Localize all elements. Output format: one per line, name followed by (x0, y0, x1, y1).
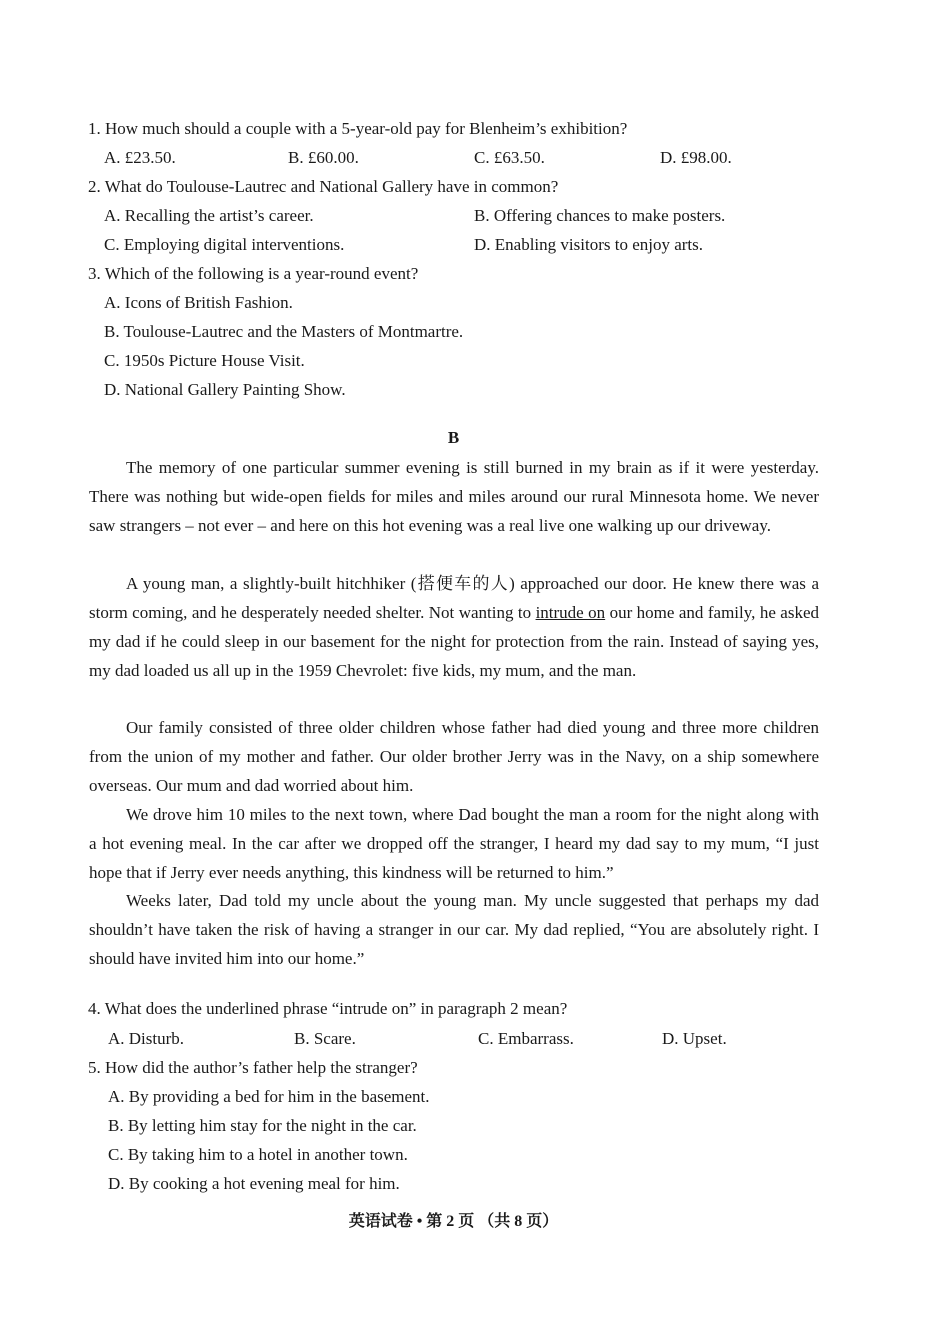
passage-paragraph-4 (89, 800, 819, 887)
passage-paragraph-3-text: Our family consisted of three older children whose father had died young and three more children from the union of my mother and father. Our older brother Jerry was in the Navy, on a ship somewhere overseas. Our mum and dad worried about him. (89, 718, 819, 795)
passage-paragraph-5 (89, 886, 819, 973)
question-4-option-a: A. Disturb. (108, 1029, 185, 1048)
question-4-stem: 4. What does the underlined phrase “intrude on” in paragraph 2 mean? (88, 999, 568, 1018)
question-1-option-d: D. £98.00. (660, 148, 732, 167)
page-footer: 英语试卷 • 第 2 页 （共 8 页） (348, 1213, 559, 1230)
passage-paragraph-1-text: The memory of one particular summer evening is still burned in my brain as if it were yesterday. There was nothing but wide-open fields for miles and miles around our rural Minnesota home. We never saw strangers – not ever – and here on this hot evening was a real live one walking up our driveway. (89, 458, 819, 535)
question-5-option-a: A. By providing a bed for him in the basement. (108, 1087, 430, 1106)
question-3-stem: 3. Which of the following is a year-round event? (88, 264, 419, 283)
question-2-option-d: D. Enabling visitors to enjoy arts. (474, 235, 704, 254)
question-5-stem: 5. How did the author’s father help the stranger? (88, 1058, 418, 1077)
question-4-option-d: D. Upset. (662, 1029, 727, 1048)
question-3-option-b: B. Toulouse-Lautrec and the Masters of Montmartre. (104, 322, 464, 341)
section-heading: B (447, 428, 460, 447)
question-1-stem: 1. How much should a couple with a 5-year-old pay for Blenheim’s exhibition? (88, 119, 628, 138)
passage-paragraph-5-text: Weeks later, Dad told my uncle about the young man. My uncle suggested that perhaps my dad shouldn’t have taken the risk of having a stranger in our car. My dad replied, “You are absolutely right. I should have invited him into our home.” (89, 891, 819, 968)
question-2-option-c: C. Employing digital interventions. (104, 235, 345, 254)
question-5-option-d: D. By cooking a hot evening meal for him. (108, 1174, 400, 1193)
passage-paragraph-4-text: We drove him 10 miles to the next town, where Dad bought the man a room for the night along with a hot evening meal. In the car after we dropped off the stranger, I heard my dad say to my mum, “I just hope that if Jerry ever needs anything, this kindness will be returned to him.” (89, 805, 819, 882)
question-5-option-c: C. By taking him to a hotel in another town. (108, 1145, 408, 1164)
question-3-option-c: C. 1950s Picture House Visit. (104, 351, 305, 370)
question-2-option-b: B. Offering chances to make posters. (474, 206, 726, 225)
question-1-option-a: A. £23.50. (104, 148, 176, 167)
question-3-option-d: D. National Gallery Painting Show. (104, 380, 346, 399)
question-4-option-b: B. Scare. (294, 1029, 356, 1048)
question-4-option-c: C. Embarrass. (478, 1029, 574, 1048)
question-1-option-b: B. £60.00. (288, 148, 359, 167)
question-5-option-b: B. By letting him stay for the night in the car. (108, 1116, 417, 1135)
underlined-phrase: intrude on (535, 603, 606, 622)
passage-paragraph-3 (89, 713, 819, 800)
question-3-option-a: A. Icons of British Fashion. (104, 293, 293, 312)
passage-paragraph-2-text: A young man, a slightly-built hitchhiker (搭便车的人) approached our door. He knew there was a storm coming, and he desperately needed shelter. Not wanting to (89, 574, 819, 622)
question-2-option-a: A. Recalling the artist’s career. (104, 206, 314, 225)
question-1-option-c: C. £63.50. (474, 148, 545, 167)
passage-paragraph-1 (89, 453, 819, 540)
question-2-stem: 2. What do Toulouse-Lautrec and National Gallery have in common? (88, 177, 559, 196)
passage-paragraph-2 (89, 569, 819, 685)
passage-paragraph-2-rest: our home and family, he asked my dad if he could sleep in our basement for the night for protection from the rain. Instead of saying yes, my dad loaded us all up in the 1959 Chevrolet: five kids, my mum, and the man. (89, 603, 820, 680)
